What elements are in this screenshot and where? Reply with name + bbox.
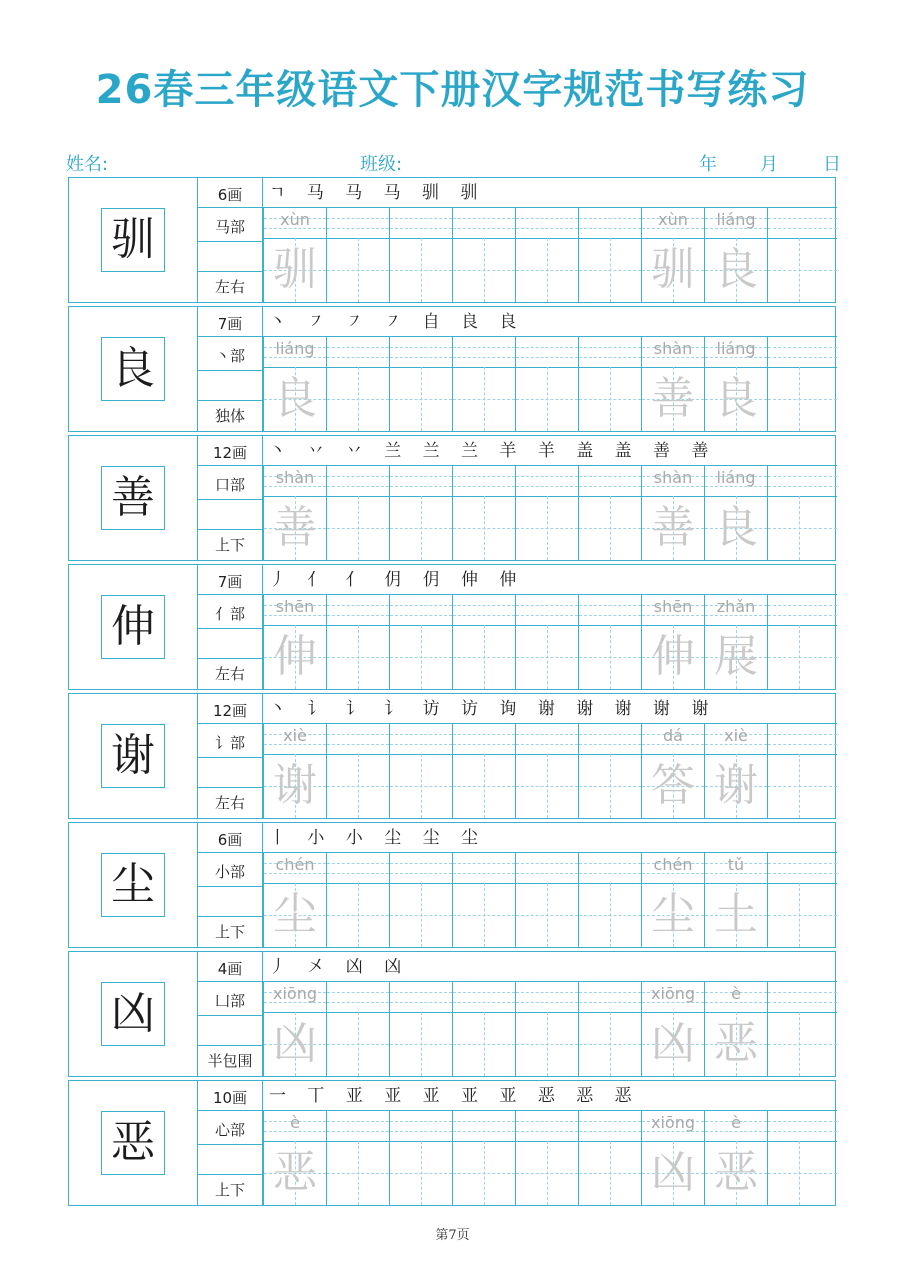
stroke-order: 丶 丷 丷 兰 兰 兰 羊 羊 盖 盖 善 善 <box>269 441 717 461</box>
trace-cell[interactable] <box>263 466 326 560</box>
model-character: 尘 <box>101 853 165 917</box>
trace-character: 凶 <box>273 1018 317 1069</box>
writing-cell[interactable] <box>452 982 515 1076</box>
radical: 心部 <box>214 1121 245 1139</box>
structure: 左右 <box>214 665 245 683</box>
character-row <box>68 951 836 1077</box>
structure: 上下 <box>214 536 245 554</box>
trace-character: 善 <box>651 373 695 424</box>
pinyin: chén <box>275 855 315 874</box>
trace-character: 伸 <box>273 631 317 682</box>
trace-character: 土 <box>714 889 758 940</box>
writing-cell[interactable] <box>578 337 641 431</box>
trace-cell[interactable] <box>263 853 326 947</box>
writing-cell[interactable] <box>326 337 389 431</box>
word-cell[interactable] <box>704 466 767 560</box>
trace-cell[interactable] <box>263 982 326 1076</box>
pinyin: xùn <box>280 210 310 229</box>
pinyin: dá <box>663 726 683 745</box>
trace-character: 尘 <box>273 889 317 940</box>
month-label: 月 <box>760 154 778 175</box>
trace-character: 驯 <box>273 244 317 295</box>
day-label: 日 <box>823 154 841 175</box>
writing-cell[interactable] <box>389 208 452 302</box>
writing-cell[interactable] <box>452 337 515 431</box>
stroke-order: 丿 亻 亻 仴 仴 伸 伸 <box>269 570 525 590</box>
pinyin: liáng <box>716 468 756 487</box>
word-cell[interactable] <box>641 1111 704 1205</box>
writing-cell[interactable] <box>767 595 837 689</box>
radical: 讠部 <box>214 734 245 752</box>
word-cell[interactable] <box>704 853 767 947</box>
trace-character: 恶 <box>714 1018 758 1069</box>
writing-cell[interactable] <box>326 724 389 818</box>
stroke-count: 6画 <box>217 186 243 204</box>
year-label: 年 <box>699 154 717 175</box>
pinyin: shàn <box>653 468 693 487</box>
word-cell[interactable] <box>641 466 704 560</box>
trace-cell[interactable] <box>263 595 326 689</box>
character-row <box>68 435 836 561</box>
character-row <box>68 693 836 819</box>
model-character: 凶 <box>101 982 165 1046</box>
word-cell[interactable] <box>641 982 704 1076</box>
pinyin: liáng <box>275 339 315 358</box>
pinyin: shēn <box>275 597 315 616</box>
stroke-order: 丶 ㇇ ㇇ ㇇ 自 良 良 <box>269 312 525 332</box>
writing-cell[interactable] <box>452 595 515 689</box>
writing-cell[interactable] <box>389 466 452 560</box>
radical: 凵部 <box>214 992 245 1010</box>
word-cell[interactable] <box>704 1111 767 1205</box>
radical: 丶部 <box>214 347 245 365</box>
writing-cell[interactable] <box>578 724 641 818</box>
structure: 上下 <box>214 1181 245 1199</box>
writing-cell[interactable] <box>515 724 578 818</box>
word-cell[interactable] <box>704 208 767 302</box>
stroke-count: 7画 <box>217 573 243 591</box>
model-character: 伸 <box>101 595 165 659</box>
writing-cell[interactable] <box>326 853 389 947</box>
stroke-count: 7画 <box>217 315 243 333</box>
word-cell[interactable] <box>641 337 704 431</box>
model-character: 谢 <box>101 724 165 788</box>
structure: 半包围 <box>207 1052 253 1070</box>
character-row <box>68 822 836 948</box>
trace-character: 驯 <box>651 244 695 295</box>
trace-character: 展 <box>714 631 758 682</box>
writing-cell[interactable] <box>452 1111 515 1205</box>
trace-character: 良 <box>714 244 758 295</box>
character-row <box>68 306 836 432</box>
page-title: 26春三年级语文下册汉字规范书写练习 <box>95 67 810 113</box>
pinyin: xiè <box>283 726 307 745</box>
writing-cell[interactable] <box>767 1111 837 1205</box>
writing-cell[interactable] <box>389 1111 452 1205</box>
trace-character: 恶 <box>714 1147 758 1198</box>
writing-cell[interactable] <box>515 208 578 302</box>
pinyin: shàn <box>653 339 693 358</box>
character-row <box>68 177 836 303</box>
word-cell[interactable] <box>641 853 704 947</box>
word-cell[interactable] <box>704 724 767 818</box>
page-number: 第7页 <box>435 1228 470 1243</box>
trace-character: 凶 <box>651 1147 695 1198</box>
word-cell[interactable] <box>641 724 704 818</box>
model-character: 善 <box>101 466 165 530</box>
character-row <box>68 1080 836 1206</box>
pinyin: shēn <box>653 597 693 616</box>
writing-cell[interactable] <box>515 982 578 1076</box>
trace-cell[interactable] <box>263 208 326 302</box>
pinyin: liáng <box>716 339 756 358</box>
trace-cell[interactable] <box>263 724 326 818</box>
trace-character: 伸 <box>651 631 695 682</box>
writing-cell[interactable] <box>767 853 837 947</box>
structure: 左右 <box>214 278 245 296</box>
pinyin: è <box>290 1113 300 1132</box>
pinyin: tǔ <box>727 855 745 874</box>
writing-cell[interactable] <box>326 208 389 302</box>
stroke-order: 一 丅 亚 亚 亚 亚 亚 恶 恶 恶 <box>269 1086 640 1106</box>
writing-cell[interactable] <box>767 208 837 302</box>
trace-character: 善 <box>651 502 695 553</box>
pinyin: xiè <box>724 726 748 745</box>
radical: 马部 <box>214 218 245 236</box>
word-cell[interactable] <box>704 982 767 1076</box>
structure: 左右 <box>214 794 245 812</box>
trace-cell[interactable] <box>263 1111 326 1205</box>
model-character: 良 <box>101 337 165 401</box>
writing-cell[interactable] <box>326 466 389 560</box>
word-cell[interactable] <box>641 208 704 302</box>
name-label: 姓名: <box>66 154 109 175</box>
writing-cell[interactable] <box>326 595 389 689</box>
trace-character: 答 <box>651 760 695 811</box>
trace-character: 尘 <box>651 889 695 940</box>
word-cell[interactable] <box>704 595 767 689</box>
word-cell[interactable] <box>641 595 704 689</box>
pinyin: xiōng <box>651 1113 695 1132</box>
stroke-count: 6画 <box>217 831 243 849</box>
writing-cell[interactable] <box>515 1111 578 1205</box>
pinyin: xiōng <box>651 984 695 1003</box>
stroke-order: 丿 㐅 凶 凶 <box>269 957 410 977</box>
writing-cell[interactable] <box>452 724 515 818</box>
writing-cell[interactable] <box>767 337 837 431</box>
structure: 上下 <box>214 923 245 941</box>
writing-cell[interactable] <box>326 1111 389 1205</box>
pinyin: chén <box>653 855 693 874</box>
writing-cell[interactable] <box>767 466 837 560</box>
writing-cell[interactable] <box>578 853 641 947</box>
trace-character: 善 <box>273 502 317 553</box>
structure: 独体 <box>214 407 245 425</box>
trace-character: 恶 <box>273 1147 317 1198</box>
model-character: 恶 <box>101 1111 165 1175</box>
trace-character: 良 <box>714 373 758 424</box>
radical: 口部 <box>214 476 245 494</box>
class-label: 班级: <box>360 154 403 175</box>
stroke-count: 12画 <box>212 702 248 720</box>
trace-character: 谢 <box>273 760 317 811</box>
writing-cell[interactable] <box>389 982 452 1076</box>
writing-cell[interactable] <box>452 208 515 302</box>
trace-character: 良 <box>273 373 317 424</box>
word-cell[interactable] <box>704 337 767 431</box>
pinyin: è <box>731 1113 741 1132</box>
pinyin: liáng <box>716 210 756 229</box>
stroke-order: 丨 小 小 尘 尘 尘 <box>269 828 487 848</box>
writing-cell[interactable] <box>578 595 641 689</box>
radical: 小部 <box>214 863 245 881</box>
pinyin: è <box>731 984 741 1003</box>
stroke-order: ㄱ 马 马 马 驯 驯 <box>269 183 486 203</box>
writing-cell[interactable] <box>452 466 515 560</box>
stroke-count: 10画 <box>212 1089 248 1107</box>
writing-cell[interactable] <box>578 208 641 302</box>
pinyin: xùn <box>658 210 688 229</box>
stroke-count: 12画 <box>212 444 248 462</box>
pinyin: xiōng <box>273 984 317 1003</box>
trace-character: 谢 <box>714 760 758 811</box>
pinyin: zhǎn <box>716 597 756 616</box>
writing-cell[interactable] <box>389 595 452 689</box>
writing-cell[interactable] <box>515 337 578 431</box>
writing-cell[interactable] <box>389 337 452 431</box>
writing-cell[interactable] <box>389 724 452 818</box>
writing-cell[interactable] <box>515 853 578 947</box>
radical: 亻部 <box>214 605 245 623</box>
writing-cell[interactable] <box>452 853 515 947</box>
model-character: 驯 <box>101 208 165 272</box>
pinyin: shàn <box>275 468 315 487</box>
writing-cell[interactable] <box>515 595 578 689</box>
writing-cell[interactable] <box>326 982 389 1076</box>
writing-cell[interactable] <box>389 853 452 947</box>
trace-character: 良 <box>714 502 758 553</box>
character-row <box>68 564 836 690</box>
trace-character: 凶 <box>651 1018 695 1069</box>
writing-cell[interactable] <box>767 724 837 818</box>
stroke-count: 4画 <box>217 960 243 978</box>
writing-cell[interactable] <box>515 466 578 560</box>
trace-cell[interactable] <box>263 337 326 431</box>
writing-cell[interactable] <box>767 982 837 1076</box>
writing-cell[interactable] <box>578 1111 641 1205</box>
stroke-order: 丶 讠 讠 讠 访 访 询 谢 谢 谢 谢 谢 <box>269 699 717 719</box>
writing-cell[interactable] <box>578 982 641 1076</box>
writing-cell[interactable] <box>578 466 641 560</box>
